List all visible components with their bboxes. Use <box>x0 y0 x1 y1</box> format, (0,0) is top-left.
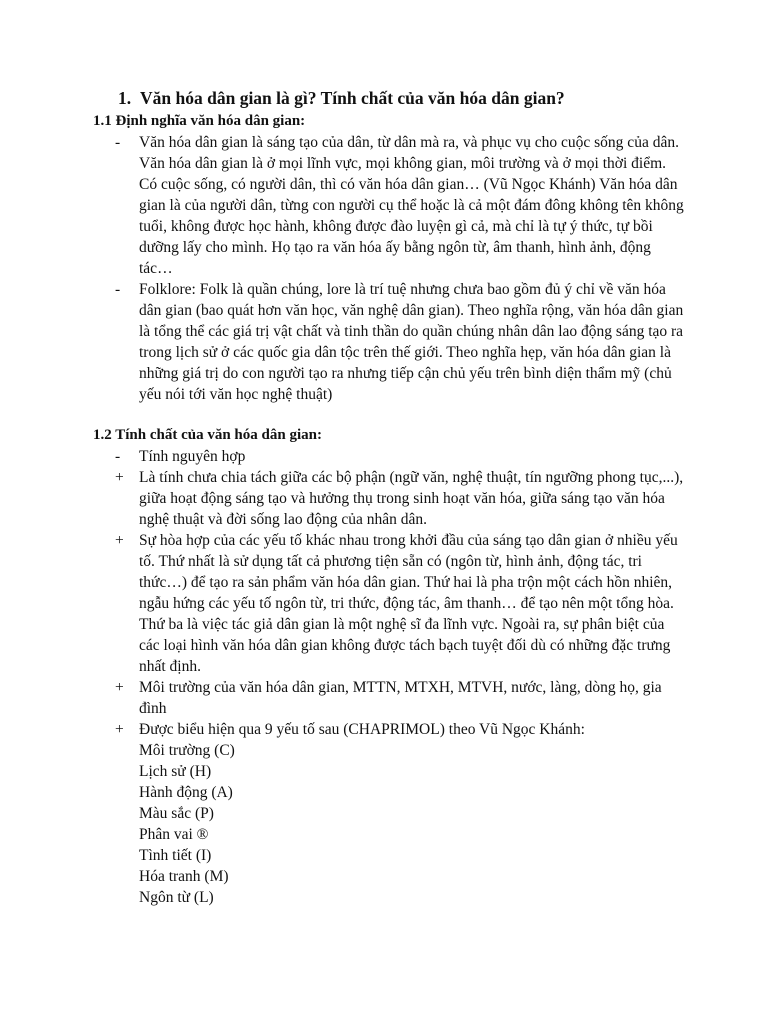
definition-text-1: Văn hóa dân gian là sáng tạo của dân, từ dân mà ra, và phục vụ cho cuộc sống của dân. Văn hóa dân gian là ở mọi lĩnh vực, mọi không gian, môi trường và ở mọi thời điểm. Có cuộc sống, có người dân, thì có văn hóa dân gian… (Vũ Ngọc Khánh) Văn hóa dân gian là của người dân, từng con người cụ thể hoặc là cả một đám đông không tên không tuổi, không được học hành, không được đào luyện gì cả, mà chỉ là tự ý thức, tự bồi dưỡng lấy cho mình. Họ tạo ra văn hóa ấy bằng ngôn từ, âm thanh, hình ảnh, động tác… <box>139 134 684 277</box>
section-1-1-list <box>93 132 685 405</box>
section-1-title: Văn hóa dân gian là gì? Tính chất của văn hóa dân gian? <box>140 88 565 108</box>
dash-bullet: - <box>115 281 121 298</box>
factor-line: Tình tiết (I) <box>139 847 212 864</box>
dash-bullet: - <box>115 448 121 465</box>
definition-item-1 <box>93 132 685 279</box>
plus-bullet: + <box>115 679 124 696</box>
section-1-2-heading: 1.2 Tính chất của văn hóa dân gian: <box>93 427 322 443</box>
property-item-5 <box>93 719 685 740</box>
factor-line: Lịch sử (H) <box>139 763 212 780</box>
property-text-5: Được biểu hiện qua 9 yếu tố sau (CHAPRIMOL) theo Vũ Ngọc Khánh: <box>139 721 585 738</box>
definition-item-2 <box>93 279 685 405</box>
section-1-2-list <box>93 446 685 908</box>
section-1-heading <box>118 88 565 109</box>
dash-bullet: - <box>115 134 121 151</box>
plus-bullet: + <box>115 532 124 549</box>
factor-line: Phân vai ® <box>139 826 209 843</box>
property-text-3: Sự hòa hợp của các yếu tố khác nhau trong khởi đầu của sáng tạo dân gian ở nhiều yếu tố. Thứ nhất là sử dụng tất cả phương tiện sẵn có (ngôn từ, hình ảnh, động tác, tri thức…) để tạo ra sản phẩm văn hóa dân gian. Thứ hai là pha trộn một cách hồn nhiên, ngẫu hứng các yếu tố ngôn từ, tri thức, động tác, âm thanh… để tạo nên một tổng hòa. Thứ ba là việc tác giả dân gian là một nghệ sĩ đa lĩnh vực. Ngoài ra, sự phân biệt của các loại hình văn hóa dân gian không được tách bạch tuyệt đối dù có những đặc trưng nhất định. <box>139 532 678 675</box>
plus-bullet: + <box>115 721 124 738</box>
factor-line: Hóa tranh (M) <box>139 868 229 885</box>
section-1-1-heading: 1.1 Định nghĩa văn hóa dân gian: <box>93 113 306 129</box>
property-item-1 <box>93 446 685 467</box>
section-1-number: 1. <box>118 88 132 108</box>
property-text-1: Tính nguyên hợp <box>139 448 246 465</box>
factor-line: Hành động (A) <box>139 784 233 801</box>
plus-bullet: + <box>115 469 124 486</box>
definition-text-2: Folklore: Folk là quần chúng, lore là trí tuệ nhưng chưa bao gồm đủ ý chỉ về văn hóa dân gian (bao quát hơn văn học, văn nghệ dân gian). Theo nghĩa rộng, văn hóa dân gian là tổng thể các giá trị vật chất và tinh thần do quần chúng nhân dân lao động sáng tạo ra trong lịch sử ở các quốc gia dân tộc trên thế giới. Theo nghĩa hẹp, văn hóa dân gian là những giá trị do con người tạo ra nhưng tiếp cận chủ yếu trên bình diện thẩm mỹ (chủ yếu nói tới văn học nghệ thuật) <box>139 281 684 403</box>
property-item-2 <box>93 467 685 530</box>
factor-line: Màu sắc (P) <box>139 805 214 822</box>
factor-line: Ngôn từ (L) <box>139 889 214 906</box>
factor-line: Môi trường (C) <box>139 742 235 759</box>
property-item-4 <box>93 677 685 719</box>
property-item-3 <box>93 530 685 677</box>
property-text-4: Môi trường của văn hóa dân gian, MTTN, MTXH, MTVH, nước, làng, dòng họ, gia đình <box>139 679 662 717</box>
property-text-2: Là tính chưa chia tách giữa các bộ phận (ngữ văn, nghệ thuật, tín ngưỡng phong tục,...), giữa hoạt động sáng tạo và hưởng thụ trong sinh hoạt văn hóa, giữa sáng tạo văn hóa nghệ thuật và đời sống lao động của nhân dân. <box>139 469 684 528</box>
